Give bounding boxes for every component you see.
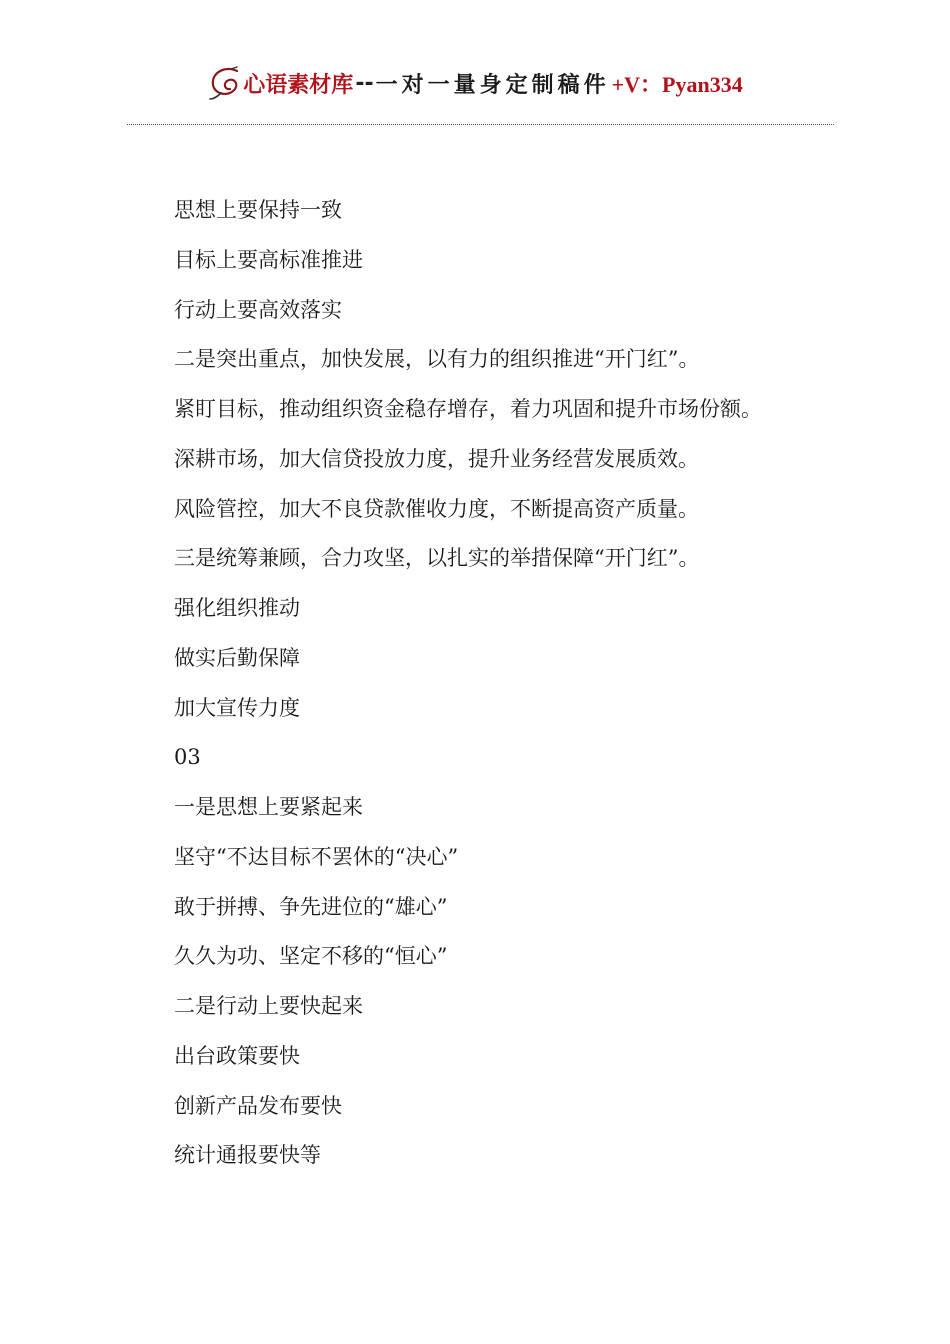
text-line: 出台政策要快: [174, 1043, 300, 1068]
text-line: 风险管控，加大不良贷款催收力度，不断提高资产质量。: [174, 496, 699, 521]
text-line: 思想上要保持一致: [174, 198, 342, 222]
header-separator: --: [355, 70, 374, 96]
header-banner: [207, 58, 742, 108]
text-line: 目标上要高标准推进: [174, 247, 363, 272]
header-contact: +V：Pyan334: [611, 71, 743, 97]
header-tagline: 一对一量身定制稿件: [375, 71, 610, 98]
text-line: 创新产品发布要快: [174, 1093, 342, 1118]
document-body: [174, 186, 854, 1181]
text-line: 做实后勤保障: [174, 645, 300, 670]
brand-name: 心语素材库: [243, 71, 354, 98]
section-number: 03: [174, 745, 201, 770]
page-header: [0, 58, 950, 108]
header-divider: [127, 124, 834, 125]
text-line: 加大宣传力度: [174, 695, 300, 720]
text-line: 二是行动上要快起来: [174, 994, 363, 1018]
text-line: 统计通报要快等: [174, 1143, 321, 1168]
text-line: 坚守“不达目标不罢休的“决心”: [174, 844, 459, 869]
signature-swirl-icon: [207, 63, 243, 103]
text-line: 深耕市场，加大信贷投放力度，提升业务经营发展质效。: [174, 446, 699, 471]
text-line: 敢于拼搏、争先进位的“雄心”: [174, 894, 448, 919]
text-line: 行动上要高效落实: [174, 297, 342, 322]
text-line: 三是统筹兼顾，合力攻坚，以扎实的举措保障“开门红”。: [174, 546, 700, 571]
text-line: 紧盯目标，推动组织资金稳存增存，着力巩固和提升市场份额。: [174, 397, 762, 421]
text-line: 一是思想上要紧起来: [174, 795, 363, 819]
text-line: 强化组织推动: [174, 596, 300, 620]
text-line: 二是突出重点，加快发展，以有力的组织推进“开门红”。: [174, 347, 700, 372]
text-line: 久久为功、坚定不移的“恒心”: [174, 944, 448, 969]
